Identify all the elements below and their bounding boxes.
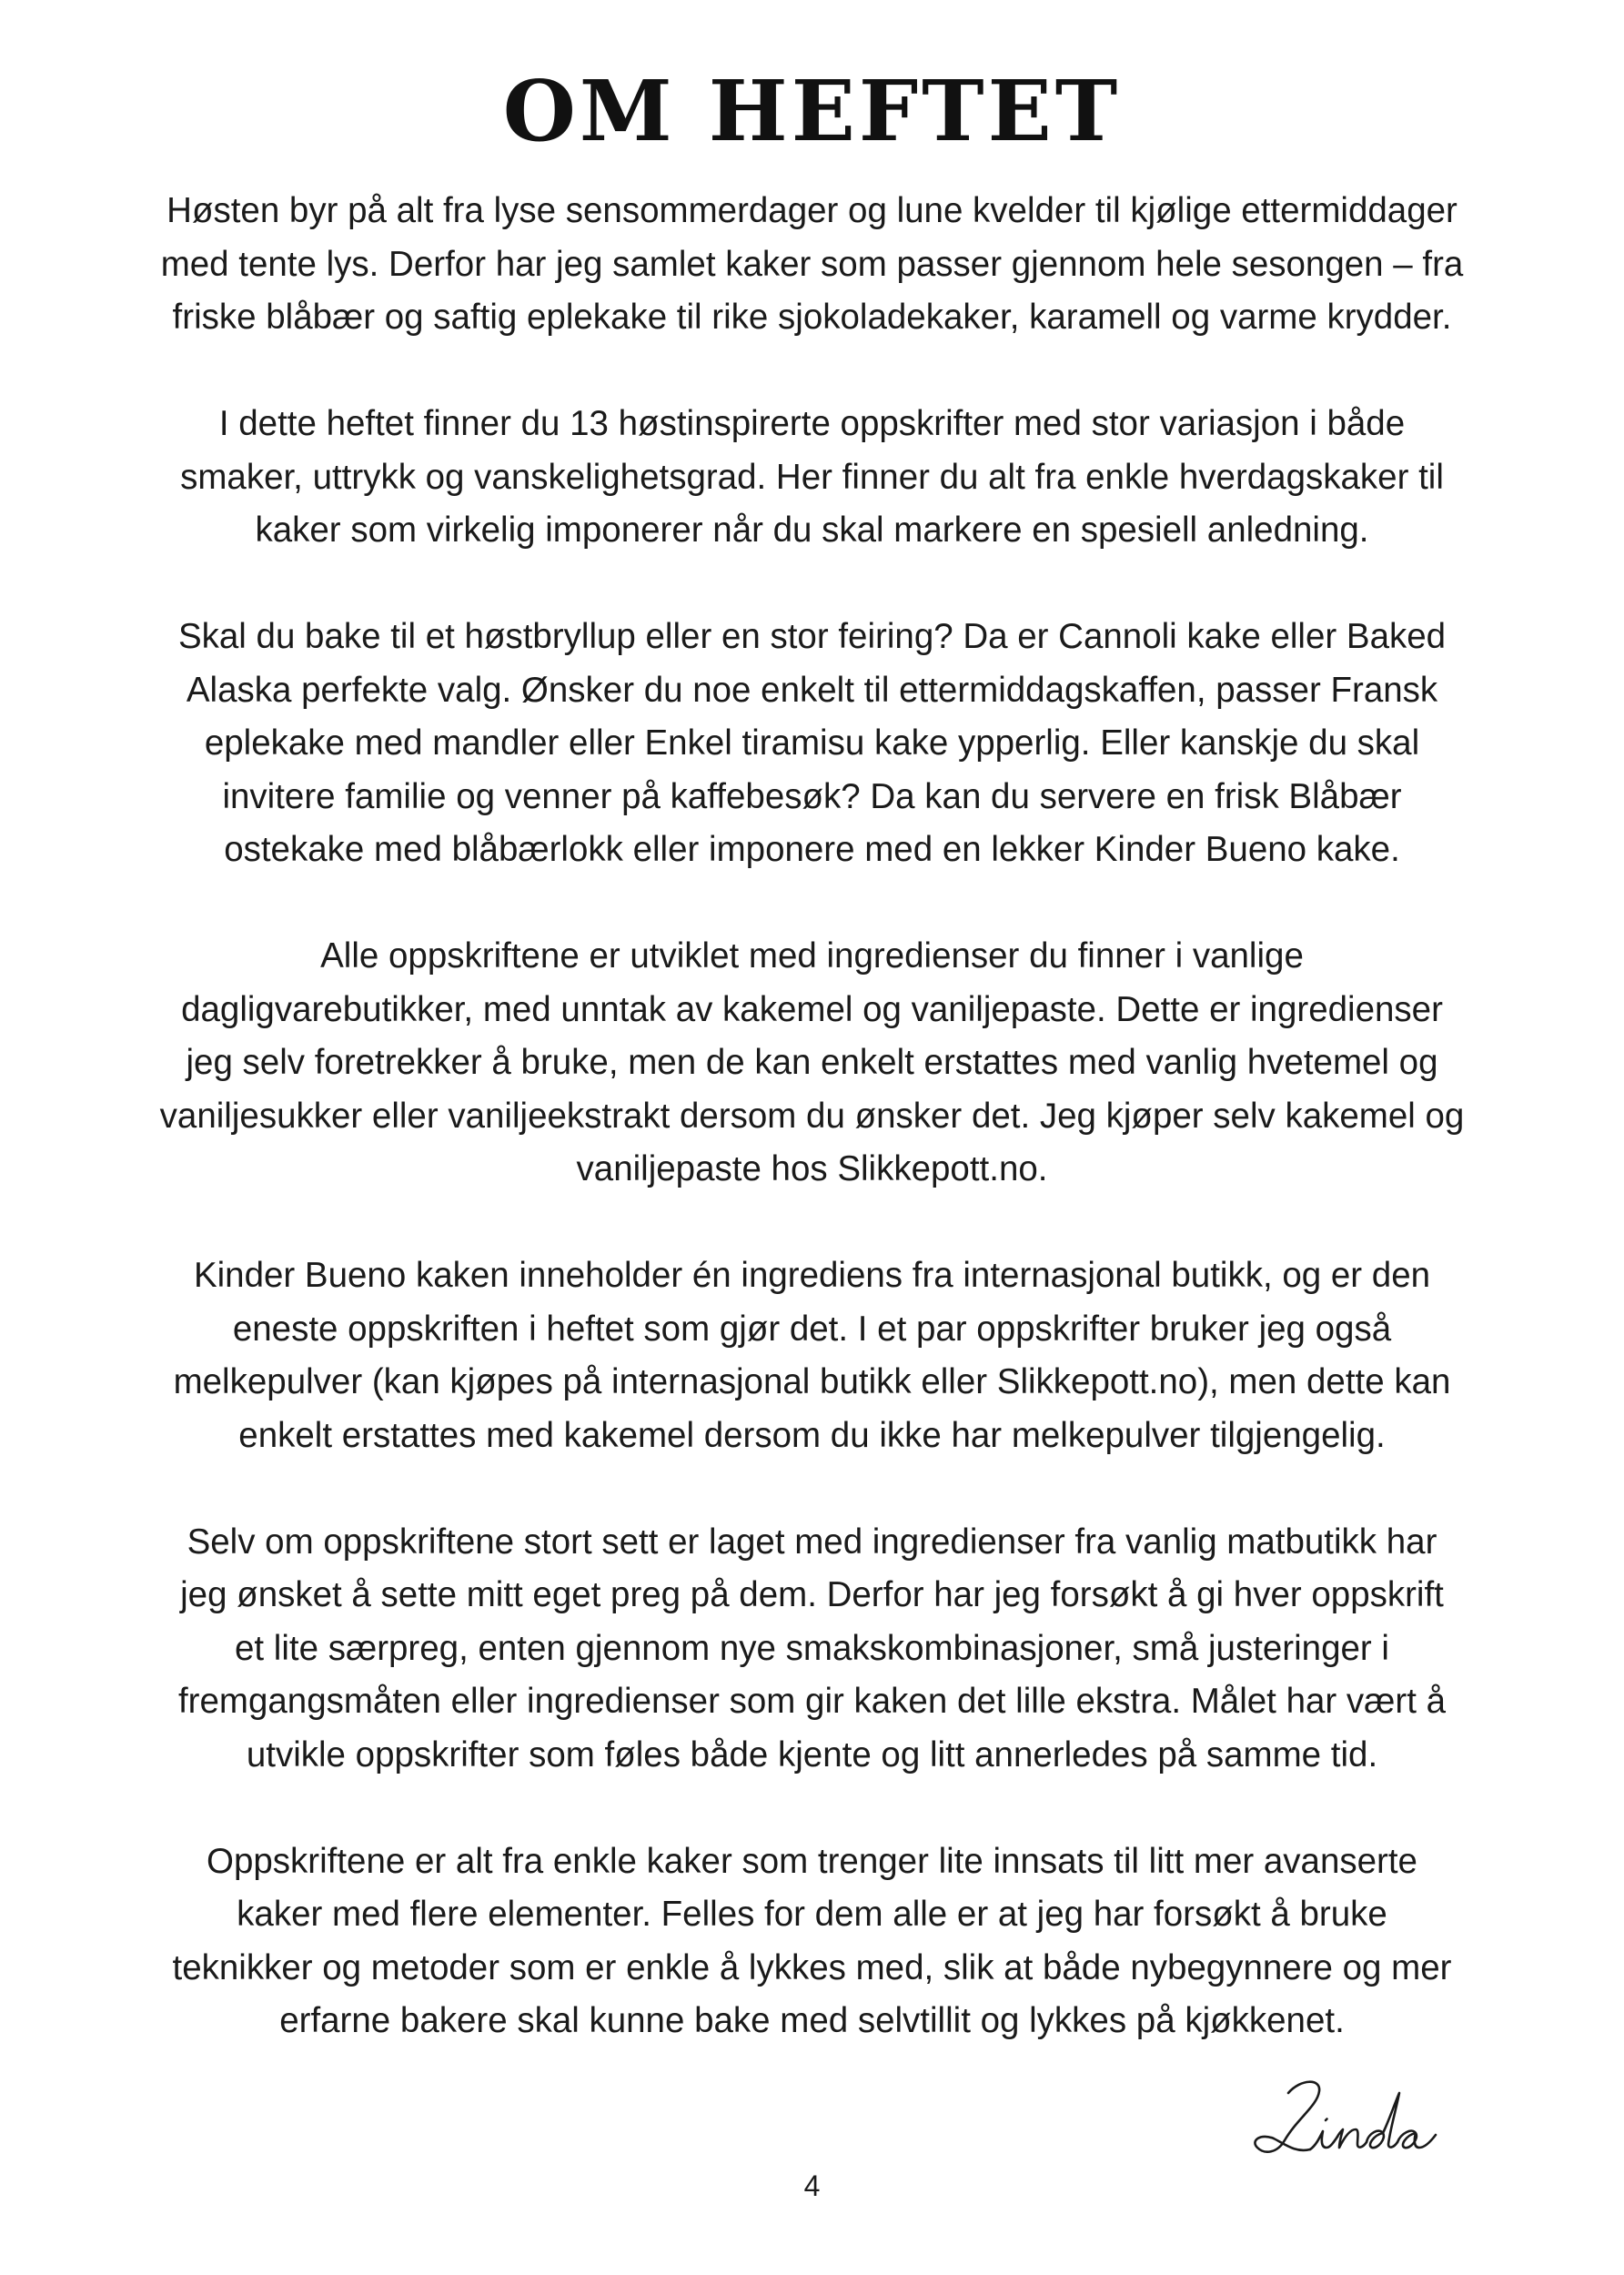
text-line: enkelt erstattes med kakemel dersom du ikke har melkepulver tilgjengelig. xyxy=(238,1415,1386,1455)
text-line: jeg ønsket å sette mitt eget preg på dem. Derfor har jeg forsøkt å gi hver oppskrift xyxy=(180,1575,1444,1614)
text-line: Skal du bake til et høstbryllup eller en stor feiring? Da er Cannoli kake eller Baked xyxy=(177,617,1447,656)
text-line: I dette heftet finner du 13 høstinspirerte oppskrifter med stor variasjon i både xyxy=(218,404,1406,443)
text-line: kaker som virkelig imponerer når du skal markere en spesiell anledning. xyxy=(255,511,1369,550)
text-line: vaniljesukker eller vaniljeekstrakt dersom du ønsker det. Jeg kjøper selv kakemel og xyxy=(159,1096,1465,1136)
text-line: Alaska perfekte valg. Ønsker du noe enkelt til ettermiddagskaffen, passer Fransk xyxy=(186,670,1438,710)
text-line: smaker, uttrykk og vanskelighetsgrad. Her finner du alt fra enkle hverdagskaker til xyxy=(180,457,1444,497)
text-line: invitere familie og venner på kaffebesøk? Da kan du servere en frisk Blåbær xyxy=(222,776,1402,816)
text-line: erfarne bakere skal kunne bake med selvtillit og lykkes på kjøkkenet. xyxy=(279,2001,1345,2040)
text-line: Alle oppskriftene er utviklet med ingredienser du finner i vanlige xyxy=(320,936,1304,976)
signature-linda xyxy=(1237,2066,1456,2166)
text-line: eplekake med mandler eller Enkel tiramisu kake ypperlig. Eller kanskje du skal xyxy=(204,723,1420,763)
paragraph-5 xyxy=(73,1249,1551,1462)
paragraph-2 xyxy=(73,398,1551,558)
text-line: Kinder Bueno kaken inneholder én ingrediens fra internasjonal butikk, og er den xyxy=(193,1256,1431,1295)
intro-body xyxy=(73,185,1551,2048)
text-line: teknikker og metoder som er enkle å lykkes med, slik at både nybegynnere og mer xyxy=(172,1947,1452,1987)
text-line: dagligvarebutikker, med unntak av kakemel og vaniljepaste. Dette er ingredienser xyxy=(181,989,1443,1029)
paragraph-6 xyxy=(73,1516,1551,1783)
text-line: kaker med flere elementer. Felles for dem alle er at jeg har forsøkt å bruke xyxy=(237,1895,1387,1934)
text-line: ostekake med blåbærlokk eller imponere med en lekker Kinder Bueno kake. xyxy=(224,830,1400,869)
text-line: friske blåbær og saftig eplekake til rike sjokoladekaker, karamell og varme krydder. xyxy=(172,298,1452,337)
text-line: med tente lys. Derfor har jeg samlet kaker som passer gjennom hele sesongen – fra xyxy=(160,244,1464,284)
text-line: jeg selv foretrekker å bruke, men de kan enkelt erstattes med vanlig hvetemel og xyxy=(186,1043,1438,1082)
page-number: 4 xyxy=(803,2169,821,2202)
text-line: et lite særpreg, enten gjennom nye smakskombinasjoner, små justeringer i xyxy=(235,1628,1389,1668)
text-line: Høsten byr på alt fra lyse sensommerdager og lune kvelder til kjølige ettermiddager xyxy=(166,191,1458,230)
text-line: eneste oppskriften i heftet som gjør det. I et par oppskrifter bruker jeg også xyxy=(232,1309,1392,1349)
text-line: melkepulver (kan kjøpes på internasjonal butikk eller Slikkepott.no), men dette kan xyxy=(173,1362,1451,1401)
text-line: Oppskriftene er alt fra enkle kaker som trenger lite innsats til litt mer avanserte xyxy=(207,1841,1417,1881)
text-line: vaniljepaste hos Slikkepott.no. xyxy=(576,1149,1048,1188)
paragraph-7 xyxy=(73,1835,1551,2048)
text-line: Selv om oppskriftene stort sett er laget med ingredienser fra vanlig matbutikk har xyxy=(187,1522,1437,1562)
paragraph-4 xyxy=(73,930,1551,1197)
page-title: OM HEFTET xyxy=(502,62,1122,160)
text-line: utvikle oppskrifter som føles både kjente og litt annerledes på samme tid. xyxy=(246,1734,1378,1774)
paragraph-3 xyxy=(73,611,1551,877)
paragraph-1 xyxy=(73,185,1551,345)
text-line: fremgangsmåten eller ingredienser som gir kaken det lille ekstra. Målet har vært å xyxy=(177,1682,1447,1721)
